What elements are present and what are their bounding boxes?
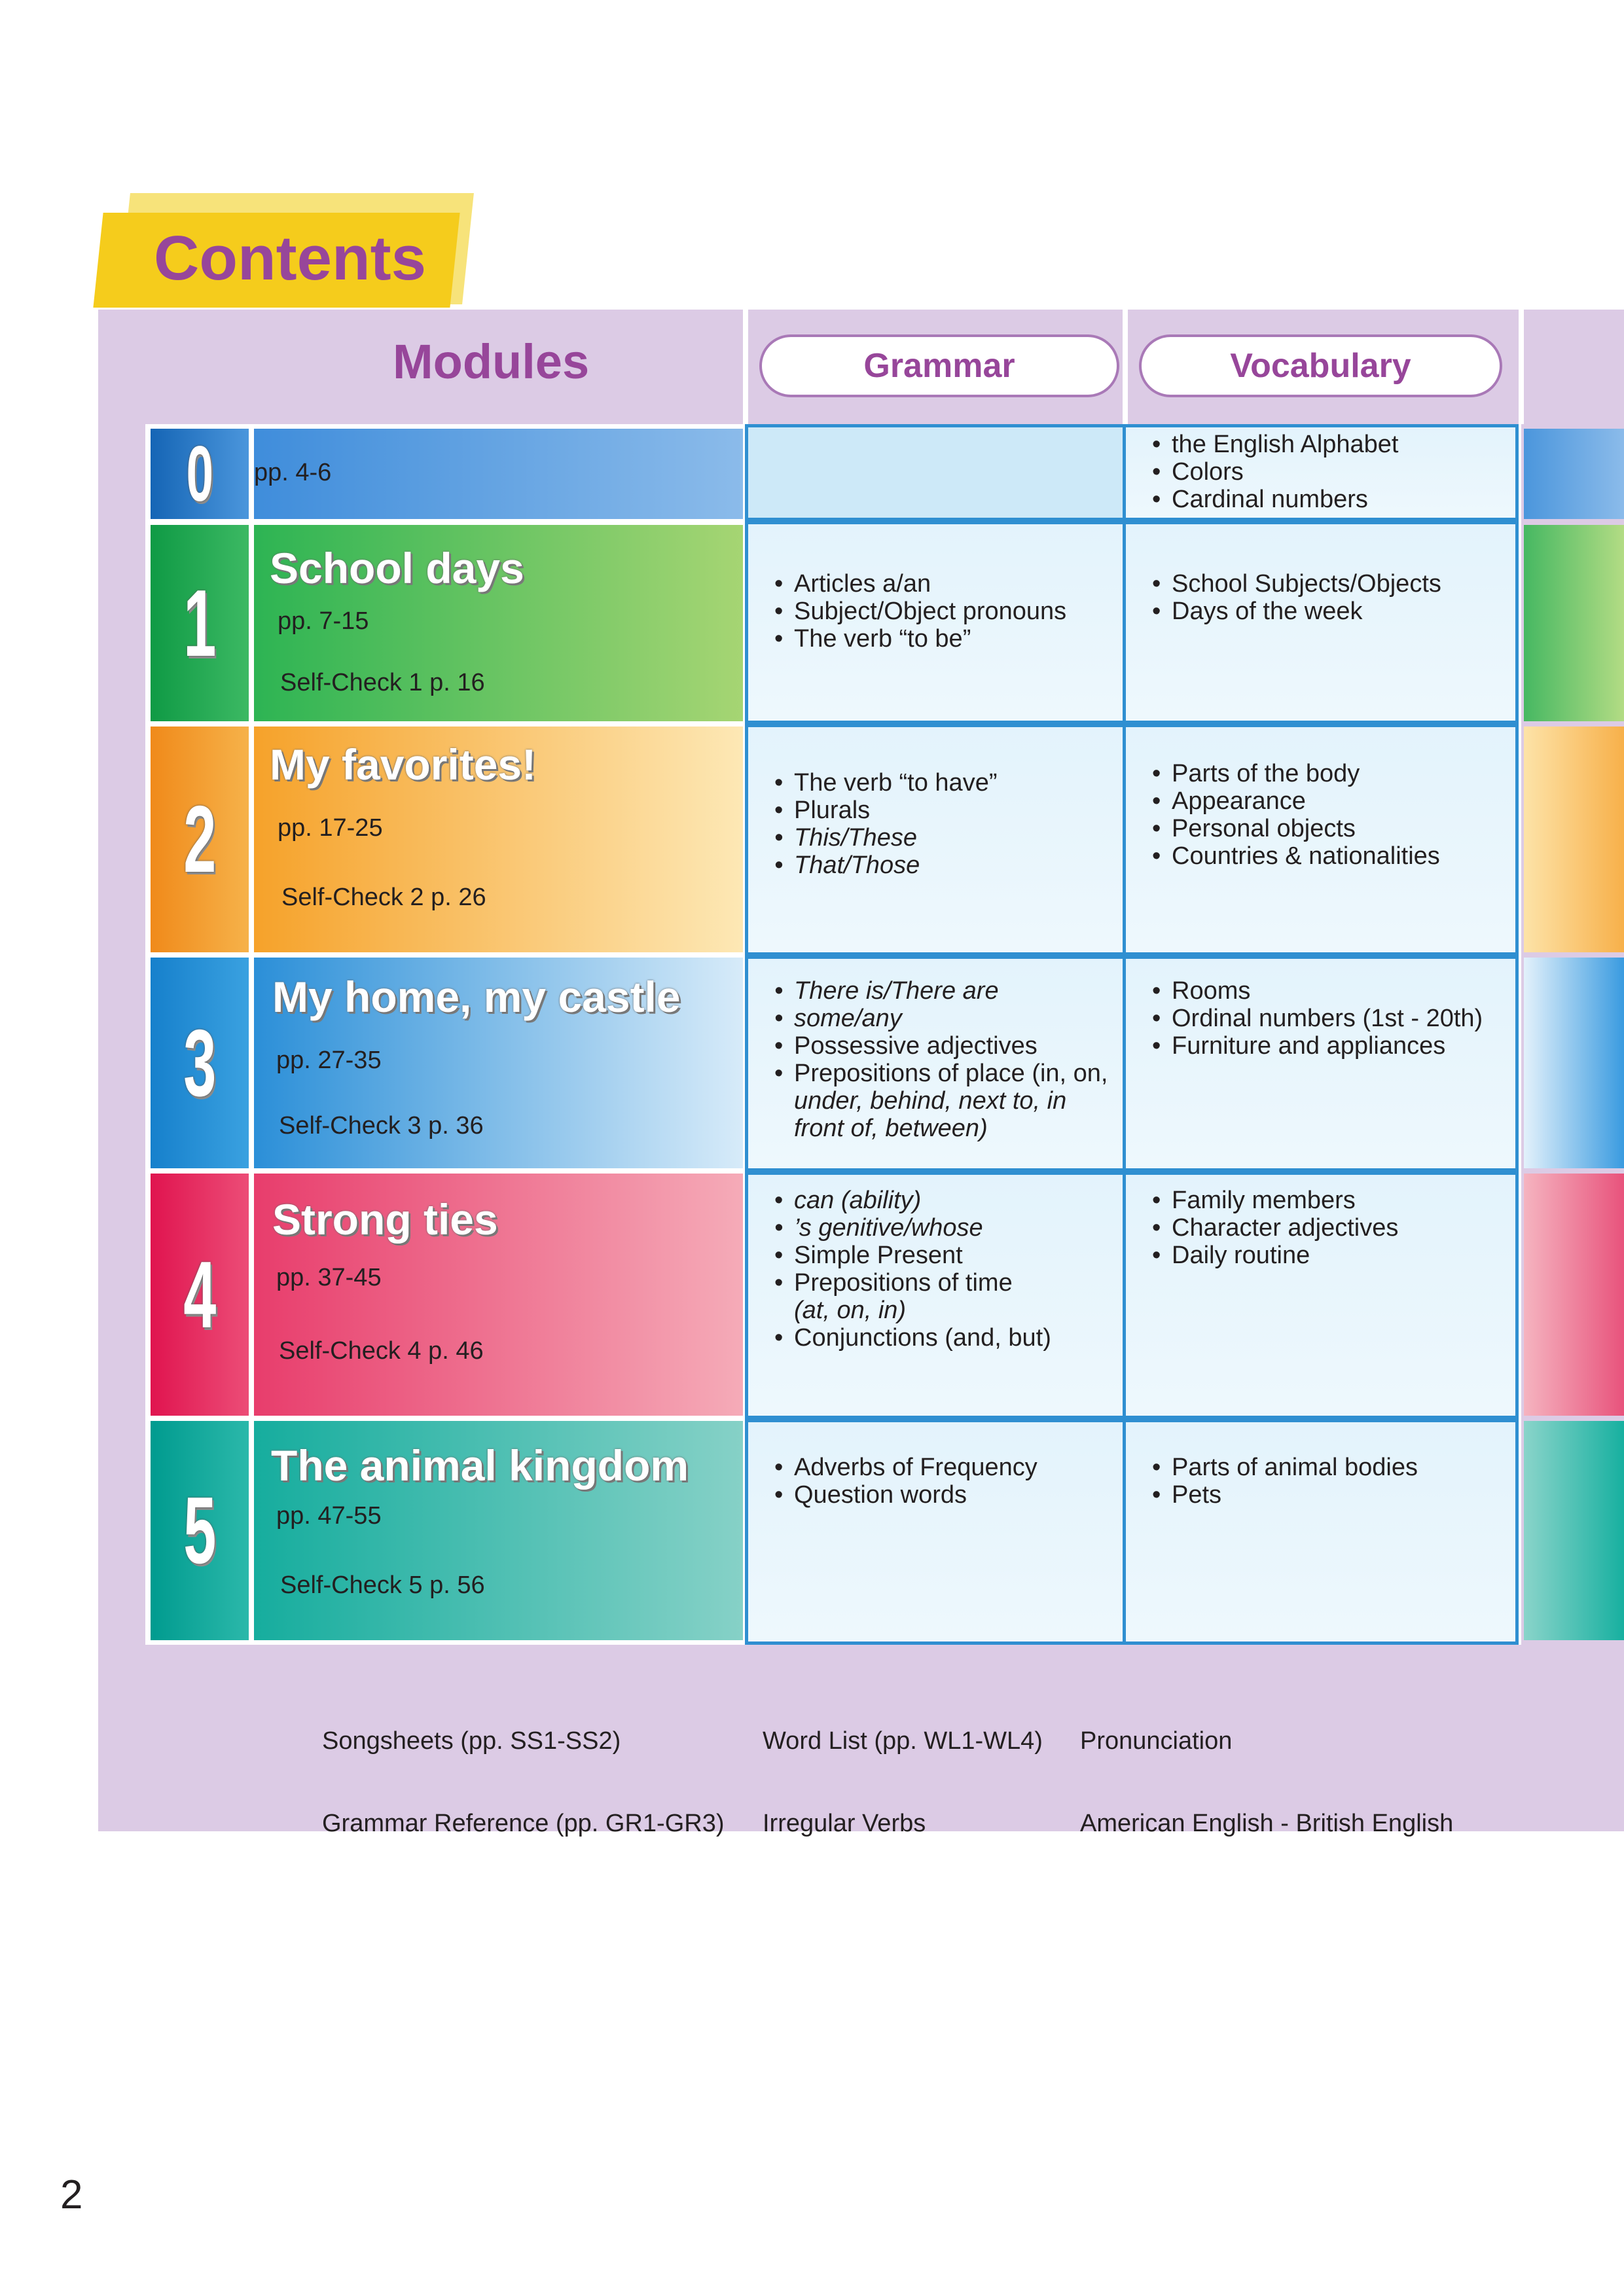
column-divider <box>1519 310 1524 424</box>
page-number: 2 <box>60 2172 83 2217</box>
list-item: • The verb “to have” <box>774 769 997 797</box>
footer-line: Songsheets (pp. SS1-SS2) <box>322 1727 621 1755</box>
module-number: 4 <box>183 1241 217 1348</box>
module-number-box <box>151 726 249 952</box>
module-self-check: Self-Check 1 p. 16 <box>280 669 485 696</box>
module-number-box <box>151 958 249 1168</box>
module-3-grammar <box>745 956 1126 1172</box>
list-item: • There is/There are <box>774 977 1108 1005</box>
module-number-box <box>151 1174 249 1416</box>
list-item: • Rooms <box>1152 977 1483 1005</box>
list-item: • Conjunctions (and, but) <box>774 1324 1051 1352</box>
vocabulary-list <box>1152 1187 1398 1269</box>
footer-references-col2 <box>763 1672 1043 1865</box>
edge-stripe <box>1524 726 1624 952</box>
module-4-title-cell <box>254 1174 743 1416</box>
module-1-grammar <box>745 521 1126 724</box>
module-2-vocabulary <box>1123 724 1519 956</box>
module-0-vocabulary <box>1123 424 1519 521</box>
list-item: • Daily routine <box>1152 1242 1398 1269</box>
list-item: • Countries & nationalities <box>1152 842 1440 870</box>
module-self-check: Self-Check 5 p. 56 <box>280 1571 485 1599</box>
module-1-title-cell <box>254 525 743 721</box>
grammar-list <box>774 1187 1051 1352</box>
module-self-check: Self-Check 2 p. 26 <box>281 884 486 911</box>
list-item: • Articles a/an <box>774 570 1066 598</box>
list-item: • the English Alphabet <box>1152 431 1399 458</box>
list-item: • Parts of the body <box>1152 760 1440 787</box>
row-0 <box>151 429 249 519</box>
module-title: School days <box>270 544 524 592</box>
module-5-title-cell <box>254 1421 743 1640</box>
list-item: • Cardinal numbers <box>1152 486 1399 513</box>
module-number-box <box>151 429 249 519</box>
module-0-title-cell <box>254 429 743 519</box>
list-item: • Colors <box>1152 458 1399 486</box>
module-pages: pp. 17-25 <box>278 814 383 842</box>
list-item: • This/These <box>774 824 997 852</box>
footer-references-col3 <box>1080 1672 1453 1865</box>
vocabulary-list <box>1152 760 1440 870</box>
footer-line: Pronunciation <box>1080 1727 1233 1755</box>
list-item: • Appearance <box>1152 787 1440 815</box>
list-item: • Prepositions of place (in, on, <box>774 1060 1108 1087</box>
list-item: • Simple Present <box>774 1242 1051 1269</box>
grammar-list <box>774 977 1108 1142</box>
grammar-term: can (ability) <box>794 1187 922 1214</box>
module-number: 3 <box>183 1009 217 1116</box>
list-item: • Subject/Object pronouns <box>774 598 1066 625</box>
module-2-title-cell <box>254 726 743 952</box>
page-title: Contents <box>154 223 426 293</box>
module-pages: pp. 7-15 <box>278 607 369 635</box>
module-3-title-cell <box>254 958 743 1168</box>
module-5-vocabulary <box>1123 1419 1519 1645</box>
module-number-box <box>151 1421 249 1640</box>
module-5-grammar <box>745 1419 1126 1645</box>
module-title: My home, my castle <box>272 973 681 1021</box>
list-item: • Family members <box>1152 1187 1398 1214</box>
footer-line: Word List (pp. WL1-WL4) <box>763 1727 1043 1755</box>
module-pages: pp. 27-35 <box>276 1047 382 1074</box>
module-pages: pp. 47-55 <box>276 1502 382 1530</box>
list-item-continuation: under, behind, next to, in <box>794 1087 1067 1115</box>
module-self-check: Self-Check 3 p. 36 <box>279 1112 484 1139</box>
list-item: • Parts of animal bodies <box>1152 1454 1418 1481</box>
footer-line: American English - British English <box>1080 1810 1454 1837</box>
list-item-continuation: (at, on, in) <box>794 1297 907 1324</box>
list-item: • School Subjects/Objects <box>1152 570 1441 598</box>
list-item: • Possessive adjectives <box>774 1032 1108 1060</box>
list-item: • Adverbs of Frequency <box>774 1454 1038 1481</box>
list-item: • Character adjectives <box>1152 1214 1398 1242</box>
list-item-continuation: front of, between) <box>794 1115 988 1142</box>
edge-stripe <box>1524 1174 1624 1416</box>
module-number: 1 <box>183 569 217 676</box>
footer-references-col1 <box>322 1672 725 1865</box>
edge-stripe <box>1524 525 1624 721</box>
module-3-vocabulary <box>1123 956 1519 1172</box>
list-item: • Pets <box>1152 1481 1418 1509</box>
edge-stripe <box>1524 429 1624 519</box>
list-item <box>774 1187 1051 1214</box>
module-number: 0 <box>186 430 213 518</box>
vocabulary-list <box>1152 1454 1418 1509</box>
module-pages: pp. 37-45 <box>276 1264 382 1291</box>
vocabulary-heading: Vocabulary <box>1139 334 1502 397</box>
module-number-box <box>151 525 249 721</box>
module-4-vocabulary <box>1123 1172 1519 1419</box>
module-self-check: Self-Check 4 p. 46 <box>279 1337 484 1365</box>
list-item: • Question words <box>774 1481 1038 1509</box>
list-item: • The verb “to be” <box>774 625 1066 653</box>
list-item: • Days of the week <box>1152 598 1441 625</box>
list-item: • Personal objects <box>1152 815 1440 842</box>
list-item: • some/any <box>774 1005 1108 1032</box>
module-title: Strong ties <box>272 1195 498 1244</box>
list-item: • Furniture and appliances <box>1152 1032 1483 1060</box>
list-item: • Prepositions of time <box>774 1269 1051 1297</box>
grammar-list <box>774 769 997 879</box>
module-1-vocabulary <box>1123 521 1519 724</box>
module-0-grammar <box>745 424 1126 521</box>
module-4-grammar <box>745 1172 1126 1419</box>
list-item: • That/Those <box>774 852 997 879</box>
vocabulary-list <box>1152 570 1441 625</box>
edge-stripe <box>1524 1421 1624 1640</box>
footer-line: Grammar Reference (pp. GR1-GR3) <box>322 1810 725 1837</box>
list-item: • ’s genitive/whose <box>774 1214 1051 1242</box>
list-item: • Ordinal numbers (1st - 20th) <box>1152 1005 1483 1032</box>
footer-line: Irregular Verbs <box>763 1810 926 1837</box>
column-divider <box>743 310 748 424</box>
grammar-list <box>774 570 1066 653</box>
module-number: 5 <box>183 1477 217 1583</box>
module-pages: pp. 4-6 <box>254 459 332 486</box>
edge-stripe <box>1524 958 1624 1168</box>
grammar-heading: Grammar <box>759 334 1119 397</box>
vocabulary-list <box>1152 977 1483 1060</box>
grammar-list <box>774 1454 1038 1509</box>
module-title: My favorites! <box>270 740 537 789</box>
list-item: • Plurals <box>774 797 997 824</box>
vocabulary-list <box>1152 431 1399 513</box>
module-number: 2 <box>183 786 217 892</box>
column-divider <box>1123 310 1128 424</box>
module-2-grammar <box>745 724 1126 956</box>
module-title: The animal kingdom <box>271 1441 689 1490</box>
modules-heading: Modules <box>393 334 590 389</box>
